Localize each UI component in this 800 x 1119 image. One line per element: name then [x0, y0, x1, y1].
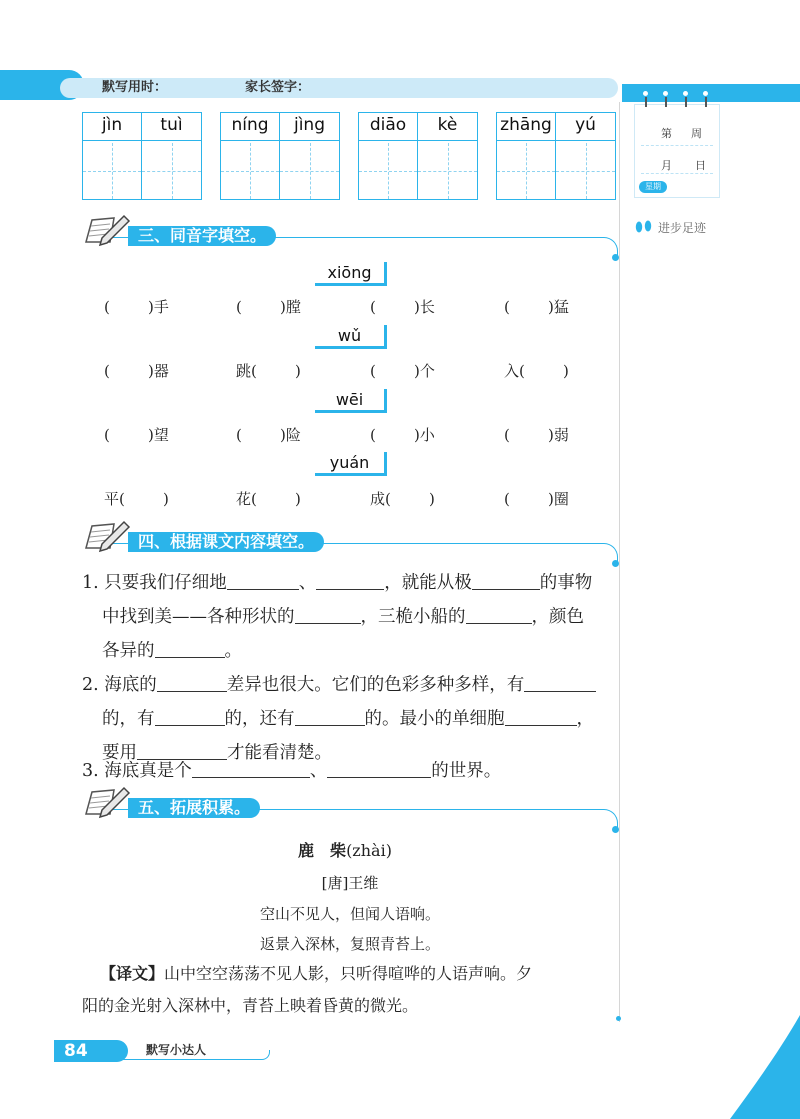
time-label: 默写用时： — [102, 80, 168, 95]
fill-item[interactable]: 花( ) — [236, 490, 301, 508]
pinyin-text: níng — [221, 115, 279, 141]
q1-text: 各异的 — [102, 641, 155, 661]
page-number: 84 — [54, 1040, 128, 1062]
pinyin-text: diāo — [359, 115, 417, 141]
fill-item[interactable]: ( )猛 — [504, 298, 569, 316]
q1-text: 的事物 — [539, 573, 593, 593]
sign-label: 家长签字： — [245, 80, 311, 95]
q1-text: 1. 只要我们仔细地 — [82, 573, 227, 593]
fill-item[interactable]: 平( ) — [104, 490, 169, 508]
q2-text: 差异也很大。它们的色彩多种多样，有 — [226, 675, 525, 695]
q2-text: 的，有 — [102, 709, 155, 729]
q2-text: ， — [576, 709, 594, 729]
poem-line: 空山不见人，但闻人语响。 — [259, 905, 440, 923]
section-3-title: 三、同音字填空。 — [128, 226, 276, 246]
poem-title-text: 鹿 柴 — [298, 841, 347, 860]
fill-item[interactable]: ( )圈 — [504, 490, 569, 508]
translation-tag: 【译文】 — [100, 964, 165, 983]
q3-text: 、 — [309, 761, 328, 781]
week-label: 第 — [661, 127, 672, 140]
fill-item[interactable]: ( )小 — [370, 426, 435, 444]
pinyin-text: kè — [418, 115, 477, 141]
fill-item[interactable]: ( )个 — [370, 362, 435, 380]
q1-text: ，颜色 — [531, 607, 584, 627]
fill-item[interactable]: ( )险 — [236, 426, 301, 444]
pinyin-text: yú — [556, 115, 615, 141]
fill-item[interactable]: ( )弱 — [504, 426, 569, 444]
q2-text: 才能看清楚。 — [227, 743, 332, 763]
pinyin-box-wei: wēi — [315, 389, 387, 413]
fill-item[interactable]: 成( ) — [370, 490, 435, 508]
q2-text: 的，还有 — [224, 709, 295, 729]
footer-label: 默写小达人 — [146, 1043, 207, 1057]
q1-text: 。 — [224, 641, 242, 661]
pinyin-text: tuì — [142, 115, 201, 141]
fill-item[interactable]: ( )器 — [104, 362, 169, 380]
pinyin-text: jìng — [280, 115, 339, 141]
q1-text: 、 — [298, 573, 317, 593]
q3-text: 的世界。 — [431, 761, 502, 781]
q1-text: 中找到美——各种形状的 — [102, 607, 295, 627]
pinyin-box-xiong: xiōng — [315, 262, 387, 286]
day-label: 日 — [695, 159, 706, 172]
section-4-title: 四、根据课文内容填空。 — [128, 532, 324, 552]
q1-text: ，三桅小船的 — [360, 607, 466, 627]
q3-text: 3. 海底真是个 — [82, 761, 192, 781]
translation-text: 山中空空荡荡不见人影，只听得喧哗的人语声响。夕 — [164, 964, 533, 983]
weekday-badge: 星期 — [639, 181, 667, 193]
pinyin-box-yuan: yuán — [315, 452, 387, 476]
poem-author: [唐]王维 — [321, 874, 379, 892]
q2-text: 要用 — [102, 743, 137, 763]
month-label: 月 — [661, 159, 672, 172]
q1-text: ，就能从极 — [384, 573, 472, 593]
fill-item[interactable]: ( )长 — [370, 298, 435, 316]
poem-title-pinyin: (zhài) — [346, 841, 392, 860]
progress-text: 进步足迹 — [658, 220, 707, 235]
pinyin-text: jìn — [83, 115, 141, 141]
pinyin-text: zhāng — [497, 115, 555, 141]
fill-item[interactable]: 跳( ) — [236, 362, 301, 380]
poem-line: 返景入深林，复照青苔上。 — [259, 935, 440, 953]
fill-item[interactable]: ( )望 — [104, 426, 169, 444]
pinyin-box-wu: wǔ — [315, 325, 387, 349]
translation-text: 阳的金光射入深林中，青苔上映着昏黄的微光。 — [82, 996, 419, 1015]
fill-item[interactable]: 入( ) — [504, 362, 569, 380]
q2-text: 2. 海底的 — [82, 675, 157, 695]
section-5-title: 五、拓展积累。 — [128, 798, 260, 818]
week-label: 周 — [691, 127, 702, 140]
q2-text: 的。最小的单细胞 — [364, 709, 505, 729]
fill-item[interactable]: ( )膛 — [236, 298, 301, 316]
fill-item[interactable]: ( )手 — [104, 298, 169, 316]
